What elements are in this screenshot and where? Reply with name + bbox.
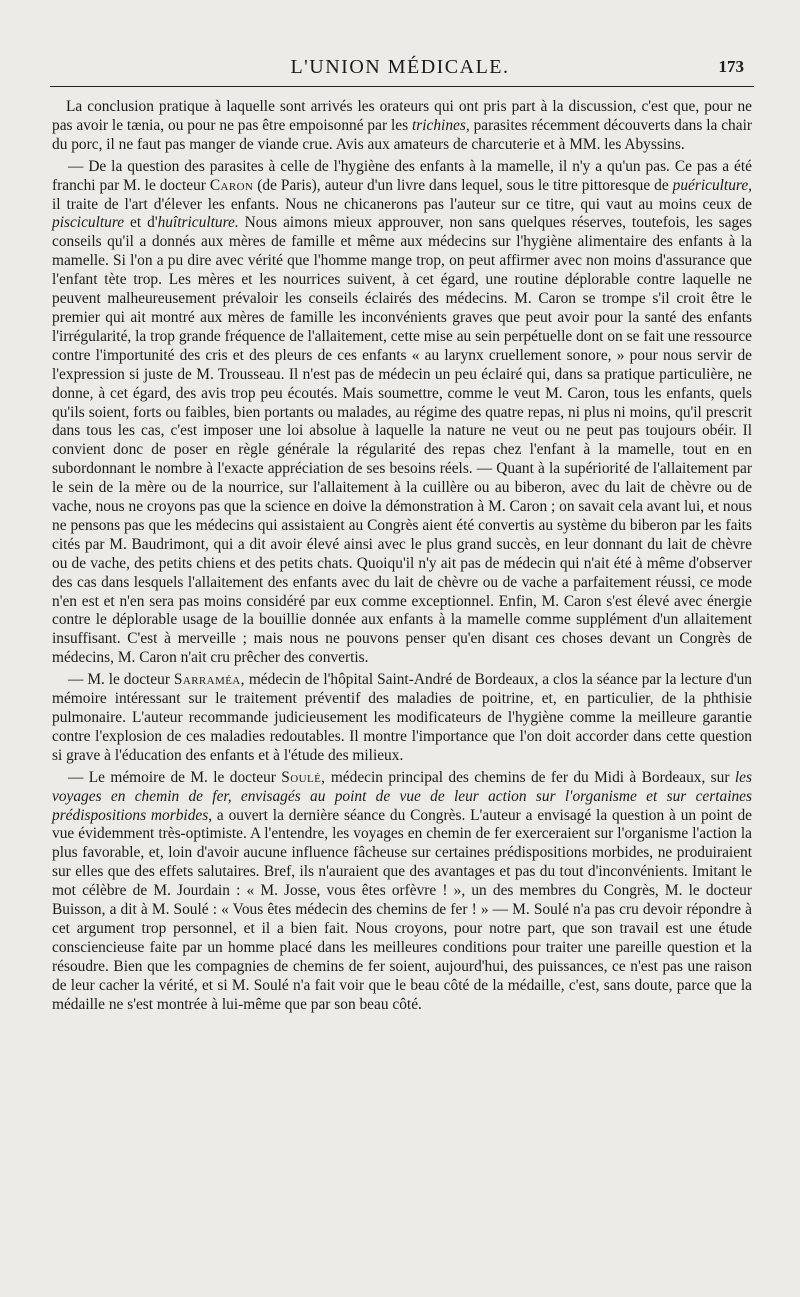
text-run: il traite de l'art d'élever les enfants. Nous ne chicanerons pas l'auteur sur ce titre, qui vaut au moins ceux de [52,195,752,213]
text-run: La conclusion pratique à laquelle sont arrivés les orateurs qui ont pris part à la discussion, c'est que, pour ne pas avoir le tænia, ou pour ne pas être empoisonné par les [52,98,752,134]
text-run-italic: pisciculture [52,214,125,232]
text-run: médecin principal des chemins de fer du Midi à Bordeaux, sur [325,768,735,786]
paragraph-sarramea-memoir [52,671,752,766]
page-header [50,56,750,80]
text-run: parasites récemment découverts dans la chair du porc, il ne faut pas manger de viande crue. Avis aux amateurs de charcuterie et à MM. les Abyssins. [52,116,752,153]
text-run: — M. le docteur [68,671,174,689]
paragraph-soule-railways [52,769,752,1015]
running-title: L'UNION MÉDICALE. [290,56,510,78]
text-run-italic: huîtriculture. [157,214,239,232]
article-body [52,98,752,1018]
text-run-italic: puériculture, [672,176,752,194]
page-number: 173 [718,57,744,76]
text-run-italic: les voyages en chemin de fer, envisagés au point de vue de leur action sur l'organisme et sur certaines prédispositions morbides, [52,768,752,824]
author-name: Sarraméa, [173,671,245,689]
text-run: a ouvert la dernière séance du Congrès. L'auteur a envisagé la question à un point de vue évidemment très-optimiste. A l'entendre, les voyages en chemin de fer exerceraient sur l'organisme l'action la plus favorable, et, loin d'avoir aucune influence fâcheuse sur certaines prédispositions morbides, ne produiraient sur elles que des effets salutaires. Bref, ils n'auraient que des avantages et pas du tout d'inconvénients. Imitant le mot célèbre de M. Jourdain : « M. Josse, vous êtes orfèvre ! », un des membres du Congrès, M. le docteur Buisson, a dit à M. Soulé : « Vous êtes médecin des chemins de fer ! » — M. Soulé n'a pas cru devoir répondre à cet argument trop personnel, et il a bien fait. Nous croyons, pour notre part, que son travail est une étude consciencieuse faite par un homme placé dans les meilleures conditions pour traiter une pareille question et la résoudre. Bien que les compagnies de chemins de fer soient, aujourd'hui, des puissances, ce n'est pas une raison de leur cacher la vérité, et si M. Soulé n'a fait voir que le beau côté de la médaille, c'est, sans doute, parce que la médaille ne s'est montrée à lui-même que par son beau côté. [52,806,752,1013]
text-run-italic: trichines, [411,116,470,134]
text-run: (de Paris), auteur d'un livre dans lequel, sous le titre pittoresque de [253,176,673,194]
author-name: Soulé, [281,768,326,786]
author-name: Caron [209,176,254,194]
text-run: Nous aimons mieux approuver, non sans quelques réserves, toutefois, les sages conseils qu'il a donnés aux mères de famille et même aux médecins sur l'hygiène alimentaire des enfants à la mamelle. Si l'on a pu dire avec vérité que l'homme mange trop, on peut affirmer avec non moins d'assurance que l'enfant tète trop. Les mères et les nourrices suivent, à cet égard, une routine déplorable contre laquelle ne peuvent malheureusement prévaloir les conseils éclairés des médecins. M. Caron se trompe s'il croit être le premier qui ait montré aux mères de famille les inconvénients graves que peut avoir pour la santé des enfants l'irrégularité, la trop grande fréquence de l'allaitement, cette mise au sein perpétuelle dont on se fait une ressource contre l'importunité des cris et des pleurs de ces enfants « au larynx cruellement sonore, » pour nous servir de l'expression si juste de M. Trousseau. Il n'est pas de médecin un peu éclairé qui, dans sa pratique particulière, ne donne, à cet égard, des avis trop peu écoutés. Mais soumettre, comme le veut M. Caron, tous les enfants, quels qu'ils soient, forts ou faibles, bien portants ou malades, au régime des quatre repas, ni plus ni moins, qu'il prescrit dans tous les cas, c'est imposer une loi absolue à laquelle la nature ne veut ou ne peut pas toujours obéir. Il convient donc de poser en règle générale la régularité des repas chez l'enfant à la mamelle, tout en en subordonnant le nombre à l'exacte appréciation de ses besoins réels. — Quant à la supériorité de l'allaitement par le sein de la mère ou de la nourrice, sur l'allaitement à la cuillère ou au biberon, avec du lait de chèvre ou de vache, nous ne croyons pas que la science en doive la démonstration à M. Caron ; on savait cela avant lui, et nous ne pensons pas que les médecins qui assistaient au Congrès aient été convertis au système du biberon par les faits cités par M. Baudrimont, qui a dit avoir élevé ainsi avec le plus grand succès, en leur donnant du lait de chèvre ou de vache, des petits chiens et des petits chats. Quoiqu'il n'y ait pas de médecin qui n'ait été à même d'observer des cas dans lesquels l'allaitement des enfants avec du lait de chèvre ou de vache a parfaitement réussi, ce mode n'en est et n'en sera pas moins considéré par eux comme exceptionnel. Enfin, M. Caron s'est élevé avec énergie contre le déplorable usage de la bouillie donnée aux enfants à la mamelle comme supplément d'un allaitement insuffisant. C'est à merveille ; mais nous ne pouvons penser qu'en disant ces choses devant un Congrès de médecins, M. Caron n'ait cru prêcher des convertis. [52,214,752,667]
paragraph-tapeworm-conclusion [52,98,752,155]
text-run: — De la question des parasites à celle de l'hygiène des enfants à la mamelle, il n'y a qu'un pas. Ce pas a été franchi par M. le docteur [52,157,752,194]
header-rule [50,86,754,87]
text-run: médecin de l'hôpital Saint-André de Bordeaux, a clos la séance par la lecture d'un mémoire intéressant sur le traitement préventif des maladies de poitrine, et, en particulier, de la phthisie pulmonaire. L'auteur recommande judicieusement les modificateurs de l'hygiène comme la meilleure garantie contre l'explosion de ces maladies redoutables. Il montre l'importance que l'on doit accorder dans cette question si grave à l'éducation des enfants et à l'étude des milieux. [52,671,752,764]
text-run: — Le mémoire de M. le docteur [68,768,282,786]
text-run: et d' [124,214,158,232]
paragraph-caron-infant-hygiene [52,158,752,668]
